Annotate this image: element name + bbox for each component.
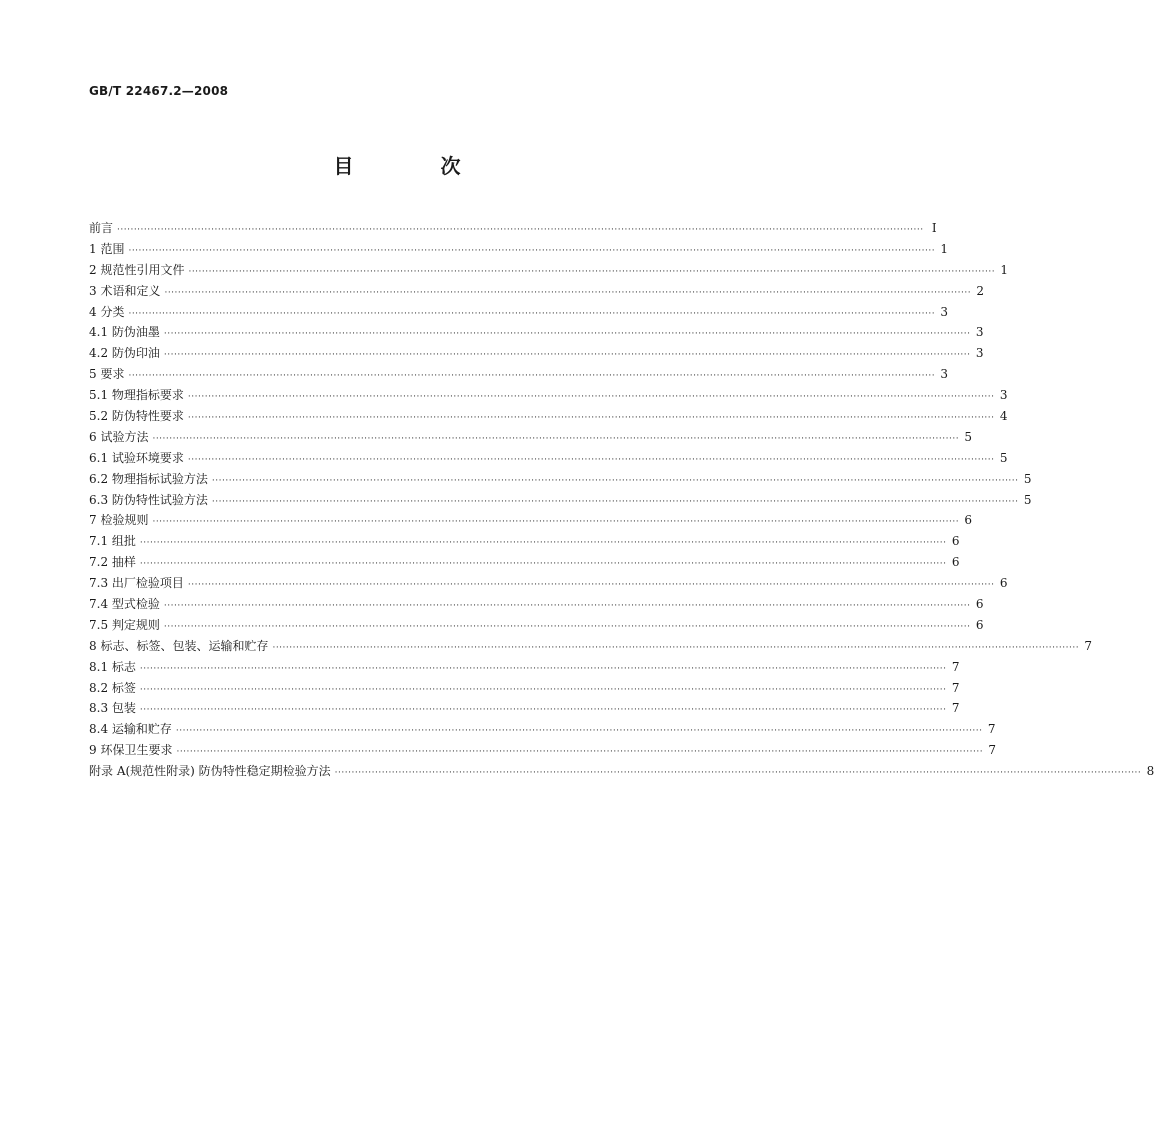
toc-entry[interactable]	[89, 698, 960, 719]
toc-entry-label: 5.1 物理指标要求	[89, 388, 184, 403]
toc-entry-page: 5	[1023, 471, 1032, 486]
toc-entry-label: 8.1 标志	[89, 659, 136, 674]
toc-entry-page: 5	[999, 450, 1008, 465]
toc-dot-leader: ················································································································································································································································	[128, 245, 936, 256]
standard-number: GB/T 22467.2—2008	[89, 84, 229, 98]
toc-entry-page: Ⅰ	[931, 221, 937, 235]
toc-entry-label: 7 检验规则	[89, 513, 149, 528]
toc-entry[interactable]	[89, 552, 960, 573]
toc-entry[interactable]	[89, 469, 1032, 490]
page-title: 目 次	[333, 154, 501, 178]
toc-entry-label: 5 要求	[89, 367, 125, 382]
toc-entry-page: 7	[951, 701, 960, 716]
toc-entry-label: 7.1 组批	[89, 534, 136, 549]
toc-entry-page: 1	[940, 241, 949, 256]
toc-entry-page: 6	[964, 513, 973, 528]
toc-entry[interactable]	[89, 615, 984, 636]
toc-entry[interactable]	[89, 427, 973, 448]
toc-entry-page: 7	[987, 722, 996, 737]
toc-entry-label: 前言	[89, 221, 114, 235]
toc-dot-leader: ················································································································································································································································	[175, 726, 983, 737]
toc-entry-label: 3 术语和定义	[89, 283, 161, 298]
toc-entry-page: 3	[940, 304, 949, 319]
toc-entry-label: 1 范围	[89, 241, 125, 256]
toc-entry-page: 1	[1000, 262, 1009, 277]
toc-entry-page: 6	[951, 555, 960, 570]
toc-entry[interactable]	[89, 740, 997, 761]
toc-entry-label: 6.3 防伪特性试验方法	[89, 492, 208, 507]
toc-dot-leader: ················································································································································································································································	[139, 663, 947, 674]
toc-entry[interactable]	[89, 573, 1008, 594]
toc-entry-label: 7.3 出厂检验项目	[89, 576, 184, 591]
toc-dot-leader: ················································································································································································································································	[163, 621, 971, 632]
toc-entry-label: 7.2 抽样	[89, 555, 136, 570]
toc-entry-label: 6.2 物理指标试验方法	[89, 471, 208, 486]
toc-entry-page: 7	[951, 659, 960, 674]
toc-entry-label: 4.1 防伪油墨	[89, 325, 160, 340]
toc-dot-leader: ················································································································································································································································	[163, 329, 971, 340]
toc-entry-page: 4	[999, 409, 1008, 424]
toc-dot-leader: ················································································································································································································································	[139, 538, 947, 549]
toc-dot-leader: ················································································································································································································································	[211, 496, 1019, 507]
toc-dot-leader: ················································································································································································································································	[152, 433, 960, 444]
toc-entry-page: 3	[999, 388, 1008, 403]
toc-dot-leader: ················································································································································································································································	[139, 684, 947, 695]
toc-entry-label: 8.3 包装	[89, 701, 136, 716]
toc-entry-label: 8.2 标签	[89, 680, 136, 695]
toc-entry-label: 9 环保卫生要求	[89, 743, 173, 758]
toc-entry-label: 8 标志、标签、包装、运输和贮存	[89, 638, 269, 653]
toc-entry-label: 7.5 判定规则	[89, 617, 160, 632]
toc-dot-leader: ················································································································································································································································	[272, 642, 1080, 653]
toc-dot-leader: ················································································································································································································································	[164, 287, 972, 298]
toc-entry[interactable]	[89, 594, 984, 615]
toc-entry-label: 5.2 防伪特性要求	[89, 409, 184, 424]
toc-entry[interactable]	[89, 490, 1032, 511]
toc-entry[interactable]	[89, 719, 996, 740]
toc-dot-leader: ················································································································································································································································	[163, 350, 971, 361]
toc-entry-page: 6	[975, 617, 984, 632]
toc-entry[interactable]	[89, 531, 960, 552]
toc-dot-leader: ················································································································································································································································	[187, 392, 995, 403]
toc-dot-leader: ················································································································································································································································	[139, 705, 947, 716]
toc-entry-page: 2	[976, 283, 985, 298]
toc-dot-leader: ················································································································································································································································	[187, 580, 995, 591]
toc-entry-page: 3	[975, 346, 984, 361]
toc-dot-leader: ················································································································································································································································	[128, 371, 936, 382]
toc-entry[interactable]	[89, 678, 960, 699]
toc-dot-leader: ················································································································································································································································	[187, 413, 995, 424]
toc-entry-label: 4 分类	[89, 304, 125, 319]
toc-entry-label: 2 规范性引用文件	[89, 262, 185, 277]
toc-entry-page: 7	[1084, 638, 1093, 653]
toc-entry[interactable]	[89, 239, 949, 260]
toc-entry-label: 6 试验方法	[89, 429, 149, 444]
toc-entry[interactable]	[89, 448, 1008, 469]
toc-dot-leader: ················································································································································································································································	[334, 768, 1142, 779]
toc-entry[interactable]	[89, 260, 1009, 281]
toc-entry-label: 7.4 型式检验	[89, 597, 160, 612]
toc-entry-page: 5	[964, 429, 973, 444]
toc-entry-label: 8.4 运输和贮存	[89, 722, 172, 737]
toc-entry[interactable]	[89, 302, 949, 323]
toc-entry-page: 8	[1146, 764, 1154, 779]
toc-entry-page: 7	[951, 680, 960, 695]
toc-entry[interactable]	[89, 510, 973, 531]
toc-dot-leader: ················································································································································································································································	[152, 517, 960, 528]
toc-entry-page: 3	[975, 325, 984, 340]
toc-entry[interactable]	[89, 761, 1154, 782]
toc-dot-leader: ················································································································································································································································	[211, 475, 1019, 486]
toc-entry[interactable]	[89, 636, 1093, 657]
toc-dot-leader: ················································································································································································································································	[188, 266, 996, 277]
toc-entry[interactable]	[89, 218, 937, 239]
toc-entry-label: 4.2 防伪印油	[89, 346, 160, 361]
toc-entry[interactable]	[89, 406, 1008, 427]
toc-entry-page: 7	[988, 743, 997, 758]
toc-entry[interactable]	[89, 343, 984, 364]
toc-entry-page: 6	[975, 597, 984, 612]
toc-entry-page: 3	[940, 367, 949, 382]
toc-entry-page: 6	[951, 534, 960, 549]
toc-entry[interactable]	[89, 364, 949, 385]
toc-entry[interactable]	[89, 657, 960, 678]
toc-entry-label: 附录 A(规范性附录) 防伪特性稳定期检验方法	[89, 764, 331, 779]
toc-dot-leader: ················································································································································································································································	[139, 559, 947, 570]
toc-dot-leader: ················································································································································································································································	[187, 454, 995, 465]
toc-entry[interactable]	[89, 322, 984, 343]
toc-entry-page: 6	[999, 576, 1008, 591]
toc-entry-label: 6.1 试验环境要求	[89, 450, 184, 465]
toc-dot-leader: ················································································································································································································································	[117, 225, 924, 235]
toc-entry[interactable]	[89, 385, 1008, 406]
table-of-contents	[89, 218, 1154, 782]
toc-dot-leader: ················································································································································································································································	[176, 747, 984, 758]
toc-dot-leader: ················································································································································································································································	[163, 601, 971, 612]
toc-dot-leader: ················································································································································································································································	[128, 308, 936, 319]
toc-entry-page: 5	[1023, 492, 1032, 507]
toc-entry[interactable]	[89, 281, 985, 302]
